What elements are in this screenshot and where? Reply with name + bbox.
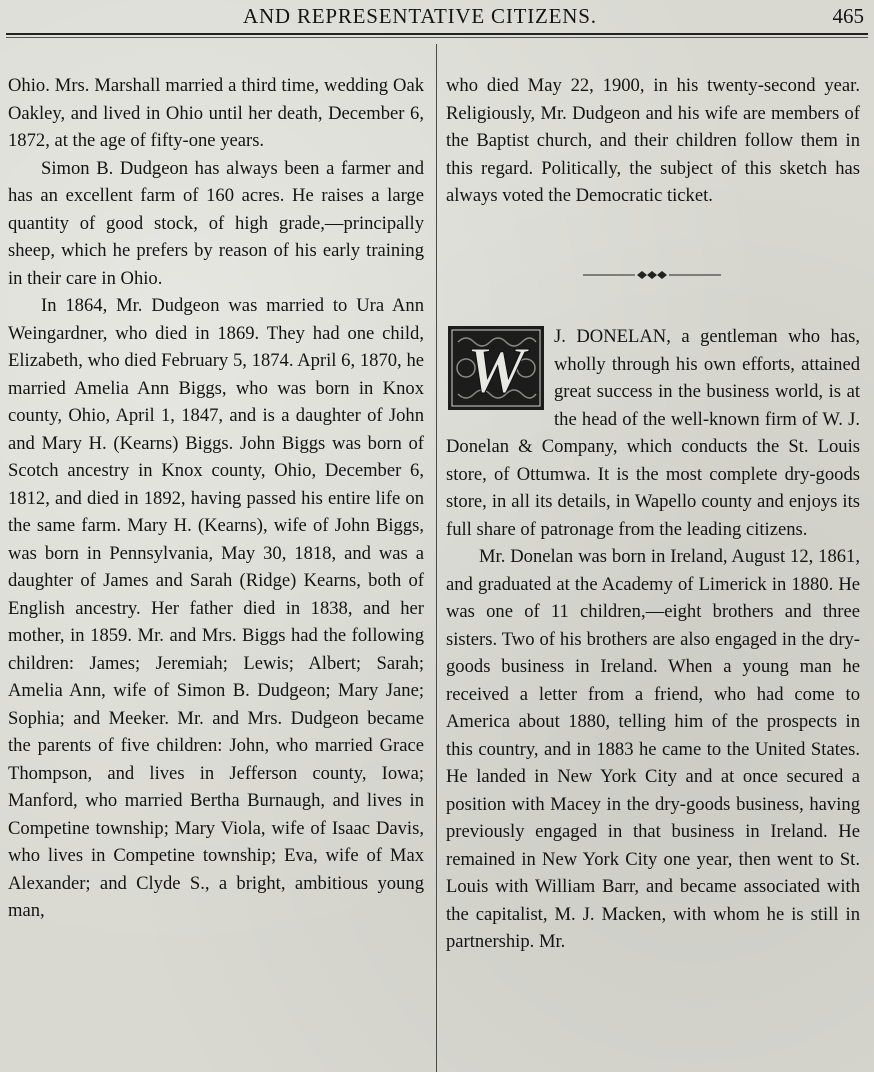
left-column <box>8 72 424 925</box>
paragraph: Simon B. Dudgeon has always been a farmer and has an excellent farm of 160 acres. He raises a large quantity of good stock, of high grade,—principally sheep, which he prefers by reason of his early training in their care in Ohio. <box>8 157 424 289</box>
article-donelan <box>446 323 860 956</box>
running-head: AND REPRESENTATIVE CITIZENS. <box>243 4 597 28</box>
page-header <box>0 0 874 34</box>
paragraph: who died May 22, 1900, in his twenty-second year. Religiously, Mr. Dudgeon and his wife are members of the Baptist church, and their children follow them in this regard. Politically, the subject of this sketch has always voted the Democratic ticket. <box>446 75 860 206</box>
page-number: 465 <box>832 4 864 28</box>
column-divider <box>436 44 437 1072</box>
header-rule <box>6 33 868 38</box>
paragraph: Mr. Donelan was born in Ireland, August 12, 1861, and graduated at the Academy of Limerick in 1880. He was one of 11 children,—eight brothers and three sisters. Two of his brothers are also engaged in the dry-goods business in Ireland. When a young man he received a letter from a friend, who had come to America about 1880, telling him of the prospects in this country, and in 1883 he came to the United States. He landed in New York City and at once secured a position with Macey in the dry-goods business, having previously engaged in that business in Ireland. He remained in New York City one year, then went to St. Louis with William Barr, and became associated with the capitalist, M. J. Macken, with whom he is still in partnership. Mr. <box>446 546 860 952</box>
right-column <box>446 72 860 210</box>
paragraph: J. DONELAN, a gentleman who has, wholly through his own efforts, attained great success in the business world, is at the head of the well-known firm of W. J. Donelan & Company, which conducts the St. Louis store, of Ottumwa. It is the most complete dry-goods store, in all its details, in Wapello county and enjoys its full share of patronage from the leading citizens. <box>446 326 860 540</box>
paragraph: In 1864, Mr. Dudgeon was married to Ura Ann Weingardner, who died in 1869. They had one child, Elizabeth, who died February 5, 1874. April 6, 1870, he married Amelia Ann Biggs, who was born in Knox county, Ohio, April 1, 1847, and is a daughter of John and Mary H. (Kearns) Biggs. John Biggs was born of Scotch ancestry in Knox county, Ohio, December 6, 1812, and died in 1892, having passed his entire life on the same farm. Mary H. (Kearns), wife of John Biggs, was born in Pennsylvania, May 30, 1818, and was a daughter of James and Sarah (Ridge) Kearns, both of English ancestry. Her father died in 1838, and her mother, in 1859. Mr. and Mrs. Biggs had the following children: James; Jeremiah; Lewis; Albert; Sarah; Amelia Ann, wife of Simon B. Dudgeon; Mary Jane; Sophia; and Meeker. Mr. and Mrs. Dudgeon became the parents of five children: John, who married Grace Thompson, and lives in Jefferson county, Iowa; Manford, who married Bertha Burnaugh, and lives in Competine township; Mary Viola, wife of Isaac Davis, who lives in Competine township; Eva, wife of Max Alexander; and Clyde S., a bright, ambitious young man, <box>8 295 424 921</box>
paragraph: Ohio. Mrs. Marshall married a third time, wedding Oak Oakley, and lived in Ohio until her death, December 6, 1872, at the age of fifty-one years. <box>8 75 424 151</box>
dropcap-letter: W <box>466 334 526 407</box>
ornamental-dropcap-w-icon <box>448 326 544 410</box>
diamond-rule-ornament-icon <box>583 265 721 285</box>
